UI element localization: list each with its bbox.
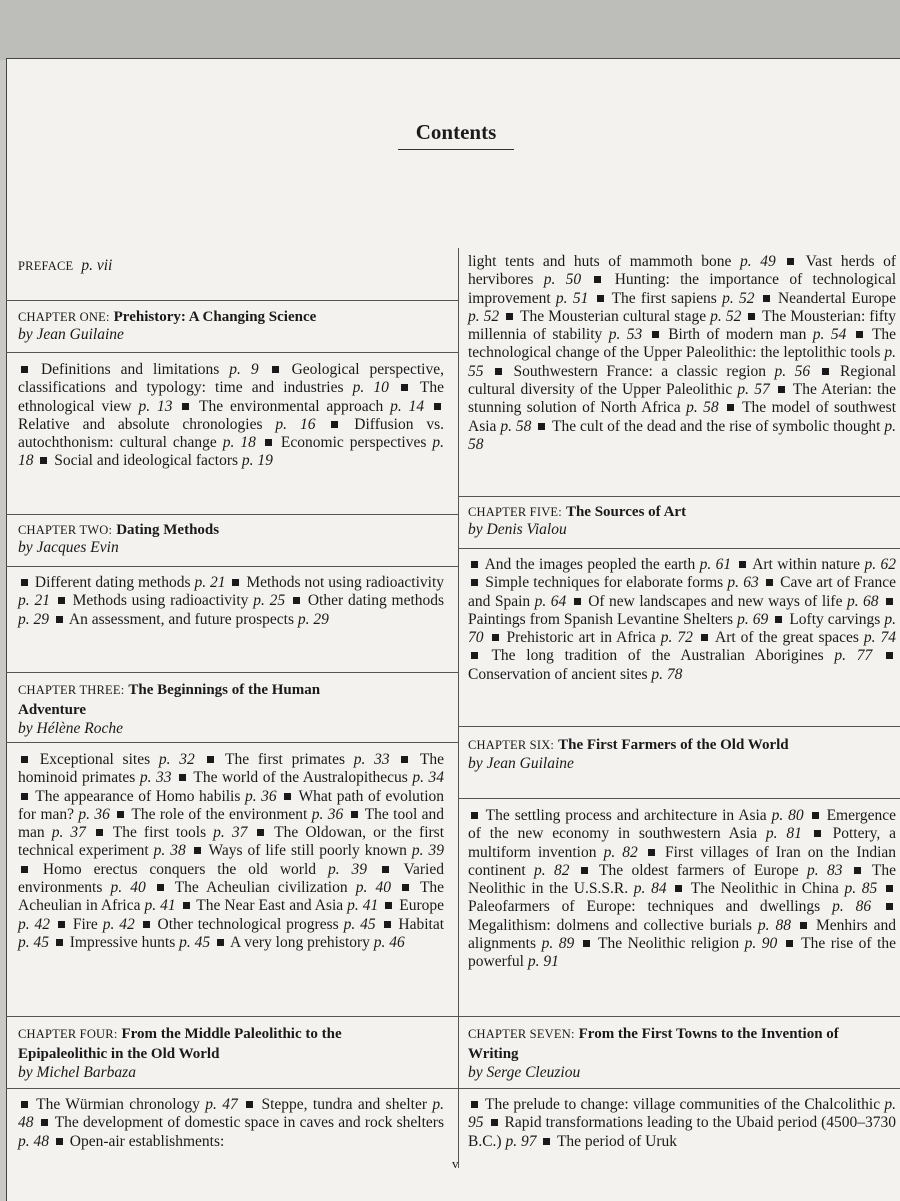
bullet-icon (471, 652, 478, 659)
section-rule (458, 726, 900, 727)
bullet-icon (822, 368, 829, 375)
chapter-author: by Jean Guilaine (18, 326, 124, 343)
chapter-four-continuation: light tents and huts of mammoth bone p. 49 Vast herds of hervibores p. 50 Hunting: the importance of technological improvement p. 51 The first sapiens p. 52 Neandertal Europe p. 52 The Mousterian cultural stage p. 52 The Mousterian: fifty millennia of stability p. 53 Birth of modern man p. 54 The technological change of the Upper Paleolithic: the leptolithic tools p. 55 Southwestern France: a classic region p. 56 Regional cultural diversity of the Upper Paleolithic p. 57 The Aterian: the stunning solution of North Africa p. 58 The model of southwest Asia p. 58 The cult of the dead and the rise of symbolic thought p. 58 (468, 253, 897, 453)
chapter-title: From the Middle Paleolithic to the Epipaleolithic in the Old World (18, 1026, 342, 1062)
section-rule (6, 352, 458, 353)
chapter-title: Prehistory: A Changing Science (113, 309, 317, 325)
bullet-icon (727, 404, 734, 411)
chapter-author: by Jean Guilaine (468, 755, 574, 772)
section-rule (458, 798, 900, 799)
bullet-icon (401, 384, 408, 391)
section-rule (458, 496, 900, 497)
bullet-icon (194, 847, 201, 854)
bullet-icon (763, 295, 770, 302)
preface-entry (18, 257, 112, 275)
bullet-icon (786, 940, 793, 947)
bullet-icon (331, 421, 338, 428)
chapter-seven-heading (468, 1024, 868, 1082)
bullet-icon (21, 756, 28, 763)
bullet-icon (594, 276, 601, 283)
bullet-icon (179, 774, 186, 781)
bullet-icon (117, 811, 124, 818)
bullet-icon (232, 579, 239, 586)
bullet-icon (257, 829, 264, 836)
section-rule (6, 742, 458, 743)
bullet-icon (21, 579, 28, 586)
bullet-icon (471, 812, 478, 819)
chapter-label: CHAPTER FOUR: (18, 1027, 118, 1041)
bullet-icon (574, 598, 581, 605)
bullet-icon (812, 812, 819, 819)
section-rule (458, 1088, 900, 1089)
bullet-icon (41, 1119, 48, 1126)
bullet-icon (886, 598, 893, 605)
bullet-icon (886, 903, 893, 910)
bullet-icon (506, 313, 513, 320)
bullet-icon (143, 921, 150, 928)
bullet-icon (856, 331, 863, 338)
bullet-icon (739, 561, 746, 568)
bullet-icon (701, 634, 708, 641)
bullet-icon (775, 616, 782, 623)
bullet-icon (56, 1138, 63, 1145)
chapter-title: Dating Methods (116, 522, 220, 538)
chapter-label: CHAPTER SIX: (468, 738, 555, 752)
bullet-icon (434, 403, 441, 410)
bullet-icon (284, 793, 291, 800)
preface-page: p. vii (81, 257, 113, 274)
chapter-title: The Beginnings of the Human Adventure (18, 682, 321, 718)
bullet-icon (293, 597, 300, 604)
bullet-icon (21, 1101, 28, 1108)
bullet-icon (58, 921, 65, 928)
bullet-icon (814, 830, 821, 837)
bullet-icon (96, 829, 103, 836)
bullet-icon (272, 366, 279, 373)
bullet-icon (495, 368, 502, 375)
bullet-icon (246, 1101, 253, 1108)
chapter-five-heading (468, 503, 896, 539)
bullet-icon (183, 902, 190, 909)
chapter-author: by Hélène Roche (18, 720, 123, 737)
bullet-icon (583, 940, 590, 947)
bullet-icon (157, 884, 164, 891)
bullet-icon (56, 939, 63, 946)
chapter-five-contents: And the images peopled the earth p. 61 Art within nature p. 62 Simple techniques for elaborate forms p. 63 Cave art of France and Spain p. 64 Of new landscapes and new ways of life p. 68 Paintings from Spanish Levantine Shelters p. 69 Lofty carvings p. 70 Prehistoric art in Africa p. 72 Art of the great spaces p. 74 The long tradition of the Australian Aborigines p. 77 Conservation of ancient sites p. 78 (468, 556, 897, 683)
bullet-icon (854, 867, 861, 874)
chapter-label: CHAPTER SEVEN: (468, 1027, 575, 1041)
chapter-four-contents: The Würmian chronology p. 47 Steppe, tundra and shelter p. 48 The development of domestic space in caves and rock shelters p. 48 Open-air establishments: (18, 1096, 445, 1150)
bullet-icon (217, 939, 224, 946)
chapter-two-contents: Different dating methods p. 21 Methods not using radioactivity p. 21 Methods using radioactivity p. 25 Other dating methods p. 29 An assessment, and future prospects p. 29 (18, 574, 445, 628)
bullet-icon (382, 866, 389, 873)
section-rule (6, 514, 458, 515)
preface-label: PREFACE (18, 259, 74, 273)
bullet-icon (207, 756, 214, 763)
bullet-icon (401, 756, 408, 763)
page-number: v (452, 1156, 459, 1171)
chapter-four-heading (18, 1024, 418, 1082)
bullet-icon (384, 921, 391, 928)
bullet-icon (40, 457, 47, 464)
bullet-icon (800, 922, 807, 929)
bullet-icon (56, 616, 63, 623)
bullet-icon (787, 258, 794, 265)
section-rule (6, 672, 458, 673)
chapter-label: CHAPTER ONE: (18, 310, 110, 324)
bullet-icon (58, 597, 65, 604)
chapter-one-heading (18, 308, 448, 344)
section-rule (6, 1016, 458, 1017)
bullet-icon (265, 439, 272, 446)
bullet-icon (652, 331, 659, 338)
chapter-two-heading (18, 521, 448, 557)
bullet-icon (597, 295, 604, 302)
chapter-author: by Denis Vialou (468, 521, 567, 538)
section-rule (458, 548, 900, 549)
bullet-icon (351, 811, 358, 818)
page-title: Contents (398, 120, 514, 150)
section-rule (6, 1088, 458, 1089)
bullet-icon (491, 1119, 498, 1126)
bullet-icon (886, 652, 893, 659)
chapter-label: CHAPTER FIVE: (468, 505, 562, 519)
bullet-icon (675, 885, 682, 892)
chapter-six-heading (468, 735, 798, 773)
bullet-icon (402, 884, 409, 891)
bullet-icon (748, 313, 755, 320)
chapter-one-contents: Definitions and limitations p. 9 Geological perspective, classifications and typology: time and industries p. 10 The ethnological view p. 13 The environmental approach p. 14 Relative and absolute chronologies p. 16 Diffusion vs. autochthonism: cultural change p. 18 Economic perspectives p. 18 Social and ideological factors p. 19 (18, 361, 445, 470)
bullet-icon (886, 885, 893, 892)
chapter-author: by Michel Barbaza (18, 1064, 136, 1081)
bullet-icon (21, 793, 28, 800)
bullet-icon (543, 1138, 550, 1145)
background-surface (0, 0, 900, 60)
chapter-label: CHAPTER THREE: (18, 683, 125, 697)
section-rule (458, 1016, 900, 1017)
bullet-icon (182, 403, 189, 410)
bullet-icon (581, 867, 588, 874)
bullet-icon (471, 561, 478, 568)
chapter-title: The Sources of Art (565, 504, 687, 520)
chapter-author: by Serge Cleuziou (468, 1064, 581, 1081)
chapter-three-heading (18, 680, 378, 738)
chapter-label: CHAPTER TWO: (18, 523, 113, 537)
chapter-seven-contents: The prelude to change: village communities of the Chalcolithic p. 95 Rapid transformations leading to the Ubaid period (4500–3730 B.C.) p. 97 The period of Uruk (468, 1096, 897, 1150)
bullet-icon (766, 579, 773, 586)
chapter-six-contents: The settling process and architecture in Asia p. 80 Emergence of the new economy in southwestern Asia p. 81 Pottery, a multiform invention p. 82 First villages of Iran on the Indian continent p. 82 The oldest farmers of Europe p. 83 The Neolithic in the U.S.S.R. p. 84 The Neolithic in China p. 85 Paleofarmers of Europe: techniques and dwellings p. 86 Megalithism: dolmens and collective burials p. 88 Menhirs and alignments p. 89 The Neolithic religion p. 90 The rise of the powerful p. 91 (468, 807, 897, 971)
bullet-icon (471, 579, 478, 586)
chapter-three-contents: Exceptional sites p. 32 The first primates p. 33 The hominoid primates p. 33 The world of the Australopithecus p. 34 The appearance of Homo habilis p. 36 What path of evolution for man? p. 36 The role of the environment p. 36 The tool and man p. 37 The first tools p. 37 The Oldowan, or the first technical experiment p. 38 Ways of life still poorly known p. 39 Homo erectus conquers the old world p. 39 Varied environments p. 40 The Acheulian civilization p. 40 The Acheulian in Africa p. 41 The Near East and Asia p. 41 Europe p. 42 Fire p. 42 Other technological progress p. 45 Habitat p. 45 Impressive hunts p. 45 A very long prehistory p. 46 (18, 751, 445, 951)
bullet-icon (492, 634, 499, 641)
column-divider (458, 248, 459, 1168)
chapter-title: The First Farmers of the Old World (558, 737, 789, 753)
bullet-icon (538, 423, 545, 430)
bullet-icon (21, 866, 28, 873)
bullet-icon (471, 1101, 478, 1108)
section-rule (6, 300, 458, 301)
section-rule (6, 566, 458, 567)
bullet-icon (778, 386, 785, 393)
chapter-author: by Jacques Evin (18, 539, 119, 556)
bullet-icon (21, 366, 28, 373)
bullet-icon (385, 902, 392, 909)
bullet-icon (648, 849, 655, 856)
chapter-title: From the First Towns to the Invention of Writing (468, 1026, 839, 1062)
